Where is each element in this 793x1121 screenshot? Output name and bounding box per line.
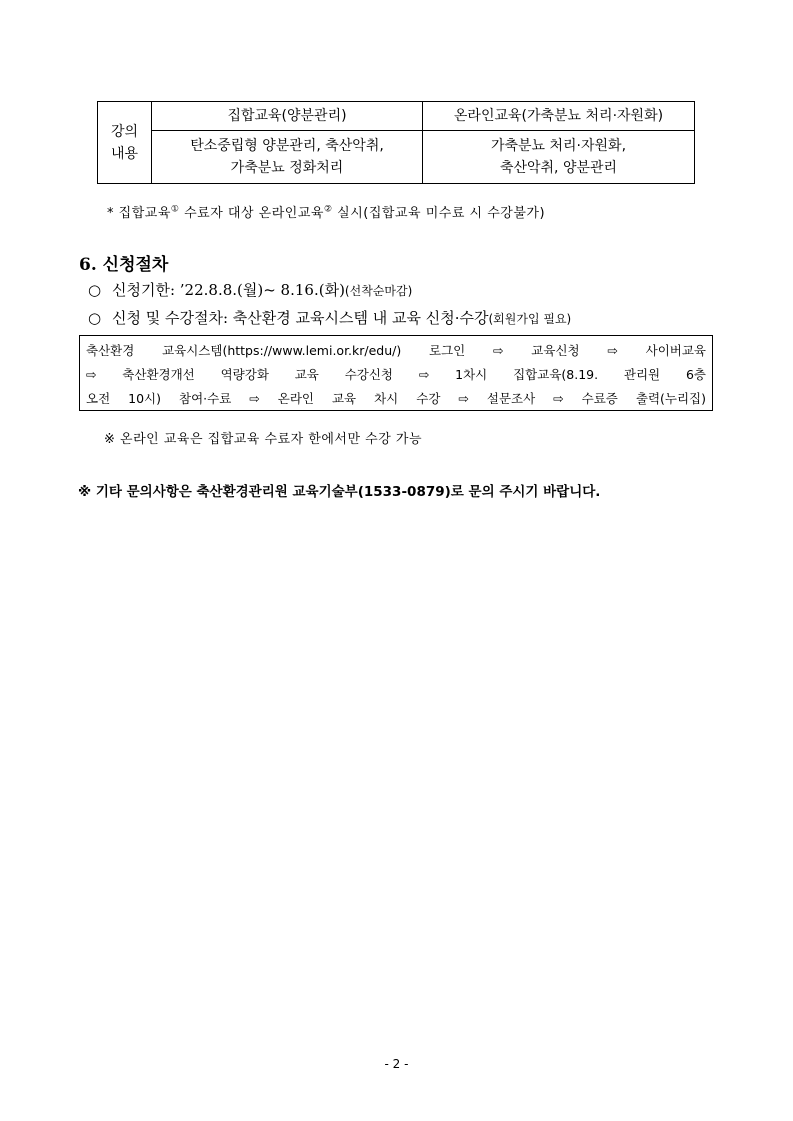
row-header-line1: 강의 [110,123,139,140]
procedure-line2: ⇨ 축산환경개선 역량강화 교육 수강신청 ⇨ 1차시 집합교육(8.19. 관리원 6층 [86,367,706,382]
procedure-summary [88,307,571,328]
row-header-line2: 내용 [110,145,139,162]
row-header-cell [98,102,152,184]
col1-line2: 가축분뇨 정화처리 [230,160,344,176]
section-heading: 6. 신청절차 [79,255,169,275]
col2-line2: 축산악취, 양분관리 [499,160,618,176]
contact-notice: ※ 기타 문의사항은 축산환경관리원 교육기술부(1533-0879)로 문의 주시기 바랍니다. [78,484,601,500]
procedure-line1: 축산환경 교육시스템(https://www.lemi.or.kr/edu/) 로그인 ⇨ 교육신청 ⇨ 사이버교육 [86,343,706,358]
col2-header: 온라인교육(가축분뇨 처리·자원화) [423,102,695,131]
col1-header: 집합교육(양분관리) [152,102,423,131]
footnote-sup1: ① [170,204,180,215]
application-period [88,279,412,300]
col2-content [423,131,695,184]
procedure-text: 신청 및 수강절차: 축산환경 교육시스템 내 교육 신청·수강 [112,309,489,327]
footnote-part1: 집합교육 [118,206,171,221]
col1-content [152,131,423,184]
procedure-line3: 오전 10시) 참여·수료 ⇨ 온라인 교육 차시 수강 ⇨ 설문조사 ⇨ 수료증 출력(누리집) [86,391,706,406]
procedure-bullet-icon: ○ [88,309,102,327]
footnote-sup2: ② [323,204,333,215]
course-content-table [97,101,695,184]
footnote-star: * [107,206,114,221]
table-footnote [107,202,545,221]
col2-line1: 가축분뇨 처리·자원화, [490,138,627,154]
procedure-box [79,335,713,411]
period-text: 신청기한: ’22.8.8.(월)~ 8.16.(화) [112,281,345,299]
footnote-part2: 수료자 대상 온라인교육 [184,206,324,221]
procedure-note: (회원가입 필요) [488,312,572,326]
page-number: - 2 - [384,1057,409,1071]
col1-line1: 탄소중립형 양분관리, 축산악취, [190,138,384,154]
online-education-notice: ※ 온라인 교육은 집합교육 수료자 한에서만 수강 가능 [104,432,423,447]
period-bullet-icon: ○ [88,281,102,299]
period-note: (선착순마감) [344,284,413,298]
footnote-part3: 실시(집합교육 미수료 시 수강불가) [337,206,546,221]
